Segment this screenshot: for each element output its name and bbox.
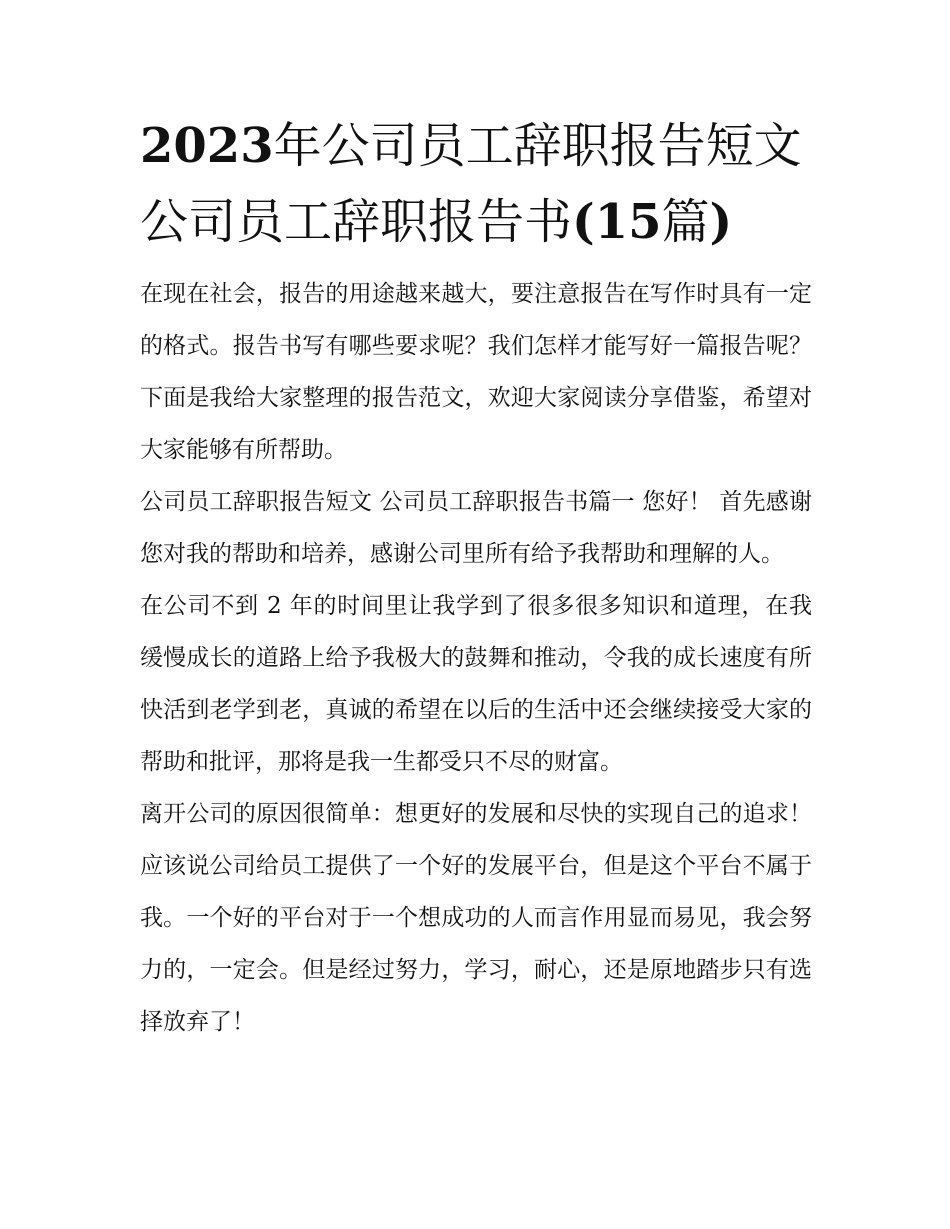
title-line-1 [140,108,812,184]
title-unit: 篇 [661,194,710,250]
title-line-2 [140,184,812,260]
title-year: 2023 [140,118,274,174]
title-close: ) [709,194,733,250]
title-line-2-text: 公司员工辞职报告书 [140,194,573,250]
paragraph-intro: 在现在社会，报告的用途越来越大，要注意报告在写作时具有一定的格式。报告书写有哪些要求呢？我们怎样才能写好一篇报告呢？下面是我给大家整理的报告范文，欢迎大家阅读分享借鉴，希望对大家能够有所帮助。 [140,281,812,463]
paragraph-reason: 离开公司的原因很简单：想更好的发展和尽快的实现自己的追求！应该说公司给员工提供了一个好的发展平台，但是这个平台不属于我。一个好的平台对于一个想成功的人而言作用显而易见，我会努力的，一定会。但是经过努力，学习，耐心，还是原地踏步只有选择放弃了！ [140,801,812,1035]
title-count: (15 [572,194,662,250]
document-title [140,108,812,260]
document-page [140,108,812,1048]
title-line-1-text: 年公司员工辞职报告短文 [273,118,802,174]
paragraph-greeting: 公司员工辞职报告短文 公司员工辞职报告书篇一 您好！ 首先感谢您对我的帮助和培养，感谢公司里所有给予我帮助和理解的人。 [140,489,812,567]
document-body [140,268,812,1048]
paragraph-experience: 在公司不到 2 年的时间里让我学到了很多很多知识和道理，在我缓慢成长的道路上给予我极大的鼓舞和推动，令我的成长速度有所快活到老学到老，真诚的希望在以后的生活中还会继续接受大家的帮助和批评，那将是我一生都受只不尽的财富。 [140,593,812,775]
